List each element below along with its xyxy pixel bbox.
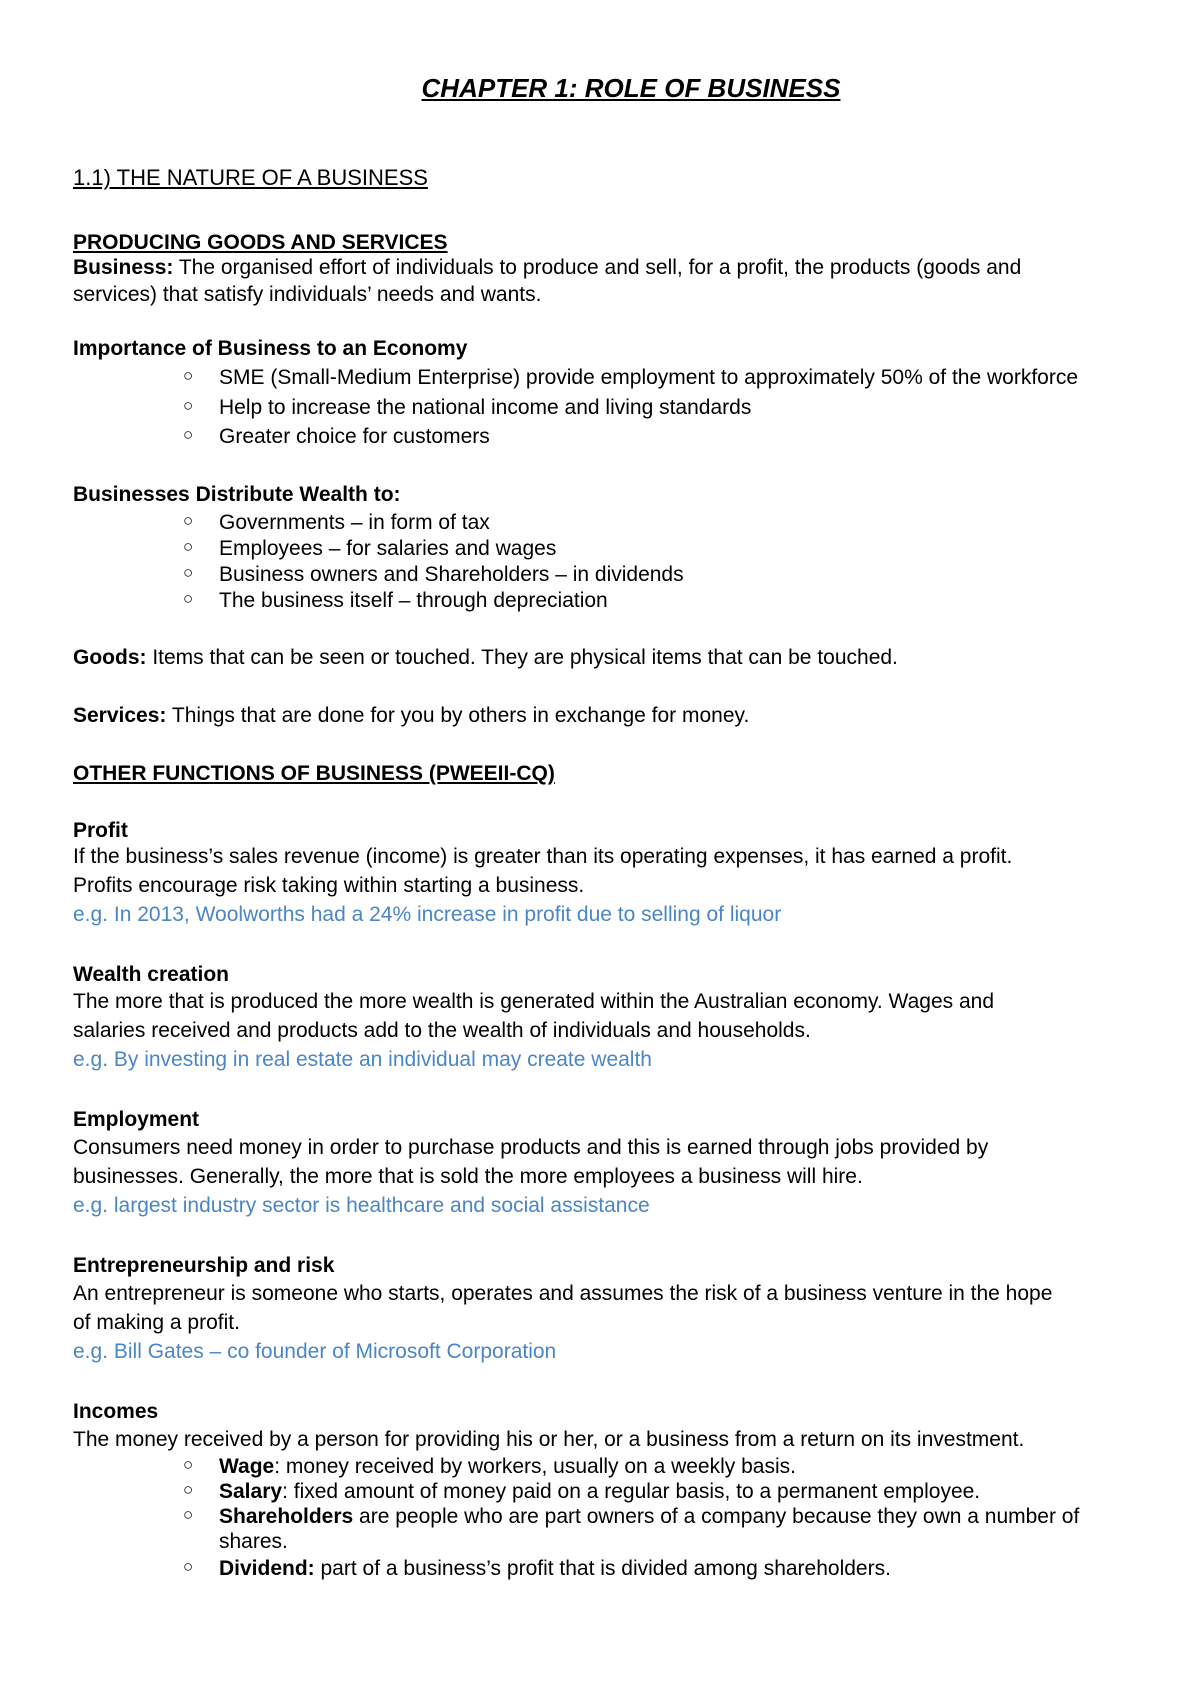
business-term: Business: (73, 256, 174, 279)
entrepreneurship-example: e.g. Bill Gates – co founder of Microsoft Corporation (73, 1340, 557, 1363)
list-item-text (219, 1505, 1079, 1529)
circle-bullet-icon: ○ (183, 1455, 194, 1474)
salary-term: Salary (219, 1480, 283, 1503)
incomes-heading: Incomes (73, 1400, 159, 1423)
list-item-text: Business owners and Shareholders – in dividends (219, 563, 684, 586)
list-item-text: Help to increase the national income and living standards (219, 396, 752, 419)
incomes-line1: The money received by a person for providing his or her, or a business from a return on its investment. (73, 1428, 1025, 1451)
producing-heading: PRODUCING GOODS AND SERVICES (73, 231, 448, 254)
goods-definition (73, 646, 898, 670)
wealth-line2: salaries received and products add to the wealth of individuals and households. (73, 1019, 811, 1042)
list-item-text: SME (Small-Medium Enterprise) provide employment to approximately 50% of the workforce (219, 366, 1079, 389)
salary-text: : fixed amount of money paid on a regular basis, to a permanent employee. (282, 1480, 981, 1503)
entrepreneurship-line1: An entrepreneur is someone who starts, operates and assumes the risk of a business venture in the hope (73, 1282, 1053, 1305)
services-text: Things that are done for you by others in exchange for money. (166, 704, 750, 727)
employment-heading: Employment (73, 1108, 200, 1131)
employment-line1: Consumers need money in order to purchase products and this is earned through jobs provided by (73, 1136, 989, 1159)
employment-line2: businesses. Generally, the more that is sold the more employees a business will hire. (73, 1165, 863, 1188)
list-item-text (219, 1455, 796, 1479)
circle-bullet-icon: ○ (183, 1505, 194, 1524)
profit-line2: Profits encourage risk taking within starting a business. (73, 874, 585, 897)
circle-bullet-icon: ○ (183, 537, 194, 556)
services-term: Services: (73, 704, 167, 727)
entrepreneurship-heading: Entrepreneurship and risk (73, 1254, 335, 1277)
circle-bullet-icon: ○ (183, 366, 194, 385)
dividend-term: Dividend: (219, 1557, 315, 1580)
wealth-example: e.g. By investing in real estate an individual may create wealth (73, 1048, 652, 1071)
circle-bullet-icon: ○ (183, 425, 194, 444)
importance-heading: Importance of Business to an Economy (73, 337, 468, 360)
entrepreneurship-line2: of making a profit. (73, 1311, 240, 1334)
other-functions-heading: OTHER FUNCTIONS OF BUSINESS (PWEEII-CQ) (73, 762, 555, 785)
shareholders-text: are people who are part owners of a company because they own a number of (353, 1505, 1080, 1528)
employment-example: e.g. largest industry sector is healthcare and social assistance (73, 1194, 650, 1217)
circle-bullet-icon: ○ (183, 396, 194, 415)
wealth-heading: Wealth creation (73, 963, 229, 986)
list-item-text: Employees – for salaries and wages (219, 537, 557, 560)
goods-text: Items that can be seen or touched. They are physical items that can be touched. (146, 646, 898, 669)
circle-bullet-icon: ○ (183, 1557, 194, 1576)
business-definition-line2: services) that satisfy individuals’ needs and wants. (73, 283, 542, 306)
services-definition (73, 704, 749, 728)
profit-line1: If the business’s sales revenue (income) is greater than its operating expenses, it has earned a profit. (73, 845, 1013, 868)
profit-heading: Profit (73, 819, 128, 842)
dividend-text: part of a business’s profit that is divided among shareholders. (314, 1557, 891, 1580)
wage-text: : money received by workers, usually on a weekly basis. (274, 1455, 796, 1478)
circle-bullet-icon: ○ (183, 563, 194, 582)
list-item-text (219, 1480, 980, 1504)
shareholders-text-cont: shares. (219, 1530, 288, 1553)
circle-bullet-icon: ○ (183, 589, 194, 608)
shareholders-term: Shareholders (219, 1505, 354, 1528)
business-definition-line1 (73, 256, 1021, 280)
list-item-text (219, 1557, 891, 1581)
circle-bullet-icon: ○ (183, 511, 194, 530)
section-heading-1-1: 1.1) THE NATURE OF A BUSINESS (73, 165, 428, 190)
distribute-heading: Businesses Distribute Wealth to: (73, 483, 401, 506)
circle-bullet-icon: ○ (183, 1480, 194, 1499)
wealth-line1: The more that is produced the more wealth is generated within the Australian economy. Wages and (73, 990, 995, 1013)
page-title: CHAPTER 1: ROLE OF BUSINESS (421, 73, 841, 103)
business-definition-text: The organised effort of individuals to produce and sell, for a profit, the products (goods and (173, 256, 1022, 279)
list-item-text: Governments – in form of tax (219, 511, 490, 534)
wage-term: Wage (219, 1455, 275, 1478)
list-item-text: Greater choice for customers (219, 425, 490, 448)
list-item-text: The business itself – through depreciation (219, 589, 608, 612)
profit-example: e.g. In 2013, Woolworths had a 24% increase in profit due to selling of liquor (73, 903, 782, 926)
goods-term: Goods: (73, 646, 147, 669)
